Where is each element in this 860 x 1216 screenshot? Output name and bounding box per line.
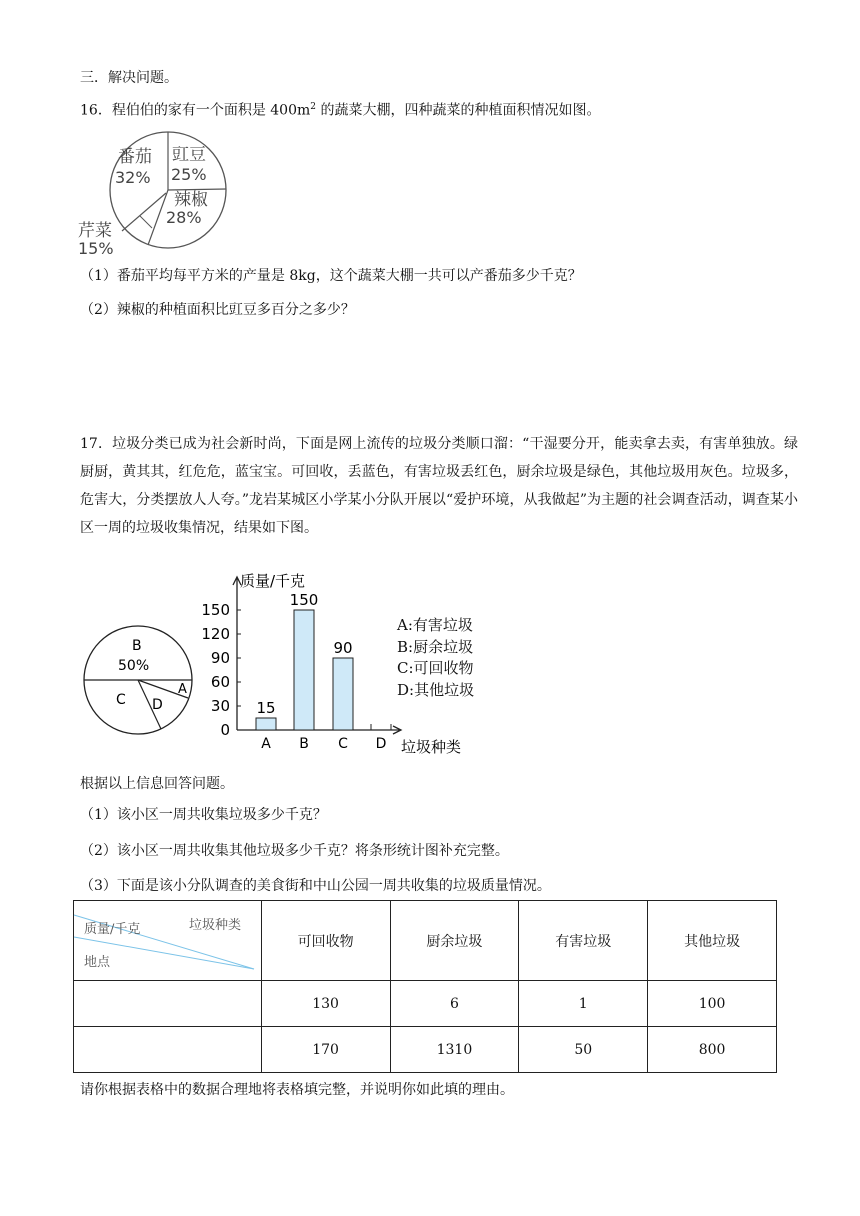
table-cell: 100 (648, 981, 777, 1027)
pie-pct-b: 50% (118, 658, 150, 674)
y-tick-label: 30 (210, 697, 230, 715)
bar-c (333, 658, 353, 730)
slice-pct-tomato: 32% (115, 168, 151, 187)
slice-label-tomato: 番茄 (118, 147, 152, 167)
table-header-kitchen: 厨余垃圾 (390, 901, 519, 981)
bar-x-axis-label: 垃圾种类 (401, 738, 462, 756)
slice-pct-cowpea: 25% (171, 165, 207, 184)
table-row-place (74, 1027, 262, 1073)
q17-part2: （2）该小区一周共收集其他垃圾多少千克？将条形统计图补充完整。 (80, 843, 509, 859)
slice-label-cowpea: 豇豆 (172, 145, 206, 165)
table-cell: 130 (261, 981, 390, 1027)
pie-label-b: B (132, 638, 142, 654)
table-cell: 170 (261, 1027, 390, 1073)
bar-a (256, 718, 276, 730)
bar-b (294, 610, 314, 730)
q16-stem-sup: 2 (310, 102, 316, 112)
pie-label-d: D (152, 697, 163, 713)
x-tick-label: C (338, 736, 348, 752)
q16-stem (80, 97, 600, 121)
slice-pct-celery: 15% (78, 239, 114, 258)
q16-part1: （1）番茄平均每平方米的产量是 8kg，这个蔬菜大棚一共可以产番茄多少千克？ (80, 268, 582, 284)
table-header-row (74, 901, 777, 981)
table-row (74, 981, 777, 1027)
q17-after: 根据以上信息回答问题。 (80, 776, 234, 792)
corner-label-mass: 质量/千克 (84, 922, 141, 937)
x-tick-label: A (261, 736, 271, 752)
slice-label-celery: 芹菜 (78, 221, 112, 241)
veg-pie-divider (148, 190, 168, 245)
bar-data-label: 15 (256, 699, 276, 717)
bar-data-label: 150 (289, 591, 319, 609)
table-cell: 1310 (390, 1027, 519, 1073)
y-tick-label: 60 (210, 673, 230, 691)
q17-part3: （3）下面是该小分队调查的美食街和中山公园一周共收集的垃圾质量情况。 (80, 878, 551, 894)
table-row-place (74, 981, 262, 1027)
bar-data-label: 90 (333, 639, 353, 657)
q16-stem-a: 16．程伯伯的家有一个面积是 400m (80, 102, 311, 119)
q17-intro: 17．垃圾分类已成为社会新时尚，下面是网上流传的垃圾分类顺口溜：“干湿要分开，能卖拿去卖，有害单独放。绿厨厨，黄其其，红危危，蓝宝宝。可回收，丢蓝色，有害垃圾丢红色，厨余垃圾是绿色，其他垃圾用灰色。垃圾多，危害大，分类摆放人人夸。”龙岩某城区小学某小分队开展以“爱护环境，从我做起”为主题的社会调查活动，调查某小区一周的垃圾收集情况，结果如下图。 (80, 436, 798, 536)
vegetable-pie-chart (76, 128, 226, 258)
q17-part1: （1）该小区一周共收集垃圾多少千克？ (80, 807, 327, 823)
q16-stem-b: 的蔬菜大棚，四种蔬菜的种植面积情况如图。 (316, 102, 601, 119)
bar-y-axis-label: 质量/千克 (240, 572, 306, 590)
legend-item-b: B:厨余垃圾 (397, 637, 474, 656)
y-tick-label: 0 (220, 721, 230, 739)
table-row (74, 1027, 777, 1073)
table-cell: 1 (519, 981, 648, 1027)
legend-item-c: C:可回收物 (397, 659, 474, 677)
q17-final: 请你根据表格中的数据合理地将表格填完整，并说明你如此填的理由。 (80, 1082, 514, 1098)
q16-part2: （2）辣椒的种植面积比豇豆多百分之多少？ (80, 302, 355, 318)
pie-label-c: C (116, 692, 126, 708)
corner-label-type: 垃圾种类 (189, 918, 242, 933)
table-cell: 800 (648, 1027, 777, 1073)
legend-item-d: D:其他垃圾 (397, 680, 475, 699)
table-header-other: 其他垃圾 (648, 901, 777, 981)
x-tick-label: B (299, 736, 309, 752)
pie-label-a: A (178, 682, 187, 697)
y-tick-label: 90 (210, 649, 230, 667)
waste-table (73, 900, 777, 1073)
y-tick-label: 150 (201, 601, 230, 619)
corner-label-place: 地点 (84, 955, 111, 970)
x-tick-label: D (375, 736, 387, 752)
slice-label-pepper: 辣椒 (174, 190, 208, 210)
bar-d-placeholder (371, 724, 391, 730)
legend-item-a: A:有害垃圾 (397, 616, 473, 634)
section-heading: 三．解决问题。 (80, 70, 178, 86)
table-cell: 50 (519, 1027, 648, 1073)
y-tick-label: 120 (201, 625, 230, 643)
veg-pie-pointer (140, 216, 152, 228)
table-corner-cell (74, 901, 262, 981)
waste-pie-chart (82, 608, 202, 732)
table-cell: 6 (390, 981, 519, 1027)
bar-legend (397, 615, 474, 701)
table-header-recyclable: 可回收物 (261, 901, 390, 981)
slice-pct-pepper: 28% (166, 208, 202, 227)
table-header-hazardous: 有害垃圾 (519, 901, 648, 981)
bar-chart-bars (256, 591, 391, 730)
